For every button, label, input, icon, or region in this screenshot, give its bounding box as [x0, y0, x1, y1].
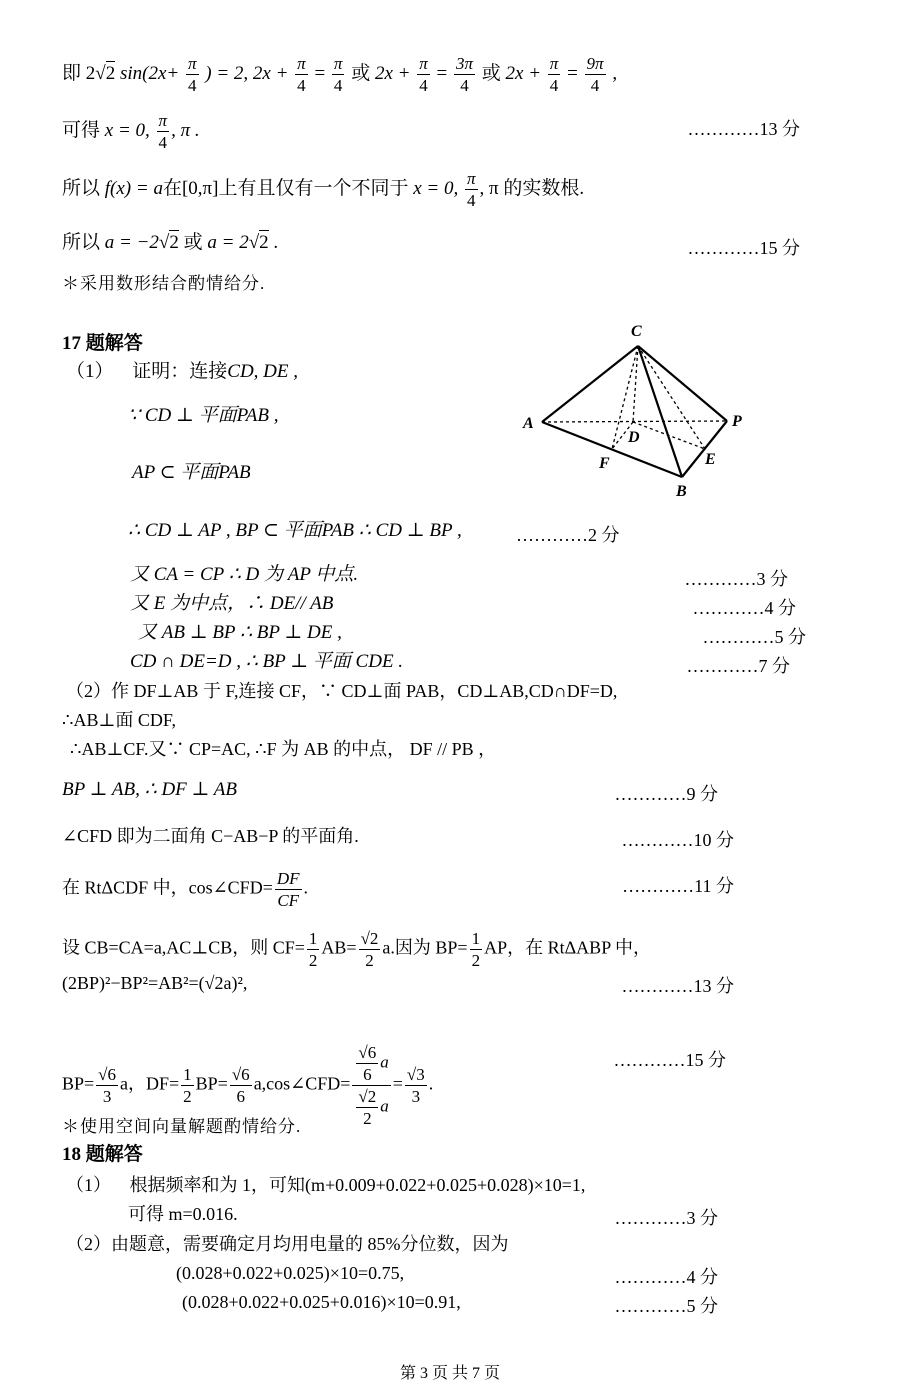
score-11: …………11 分	[622, 876, 734, 896]
text: a.因为 BP=	[382, 937, 468, 958]
page-footer: 第 3 页 共 7 页	[399, 1365, 500, 1382]
score-10: …………10 分	[621, 830, 734, 850]
fraction	[465, 170, 478, 209]
p17-line-13: ∠CFD 即为二面角 C−AB−P 的平面角.	[62, 826, 359, 846]
fraction	[356, 1044, 378, 1083]
numerator: 9π	[586, 54, 604, 73]
p17-line-12: BP ⊥ AB, ∴ DF ⊥ AB	[62, 779, 238, 800]
numerator: √6	[98, 1065, 117, 1084]
p18-title: 18 题解答	[62, 1144, 143, 1165]
expr: x = 0,	[104, 119, 150, 141]
punct: .	[268, 232, 279, 253]
p17-line-5: 又 CA = CP ∴ D 为 AP 中点.	[130, 564, 359, 585]
p17-line-2: ∵ CD ⊥ 平面PAB ,	[128, 405, 279, 426]
p17-line-16: (2BP)²−BP²=AB²=(√2a)²,	[62, 973, 248, 993]
denominator: 4	[590, 76, 600, 95]
expr: CD, DE ,	[227, 361, 299, 382]
text: 根据频率和为 1，可知(m+0.009+0.022+0.025+0.028)×10=1,	[129, 1175, 586, 1195]
text: 可得	[62, 119, 101, 141]
sqrt-icon: √	[95, 62, 106, 84]
score-3b: …………3 分	[614, 1208, 718, 1228]
numerator: √6	[358, 1043, 377, 1062]
label-B: B	[676, 483, 687, 500]
score-15: …………15 分	[687, 238, 800, 258]
numerator: π	[549, 54, 559, 73]
text: 所以	[62, 177, 101, 199]
fraction	[585, 55, 606, 94]
numerator	[352, 1044, 390, 1086]
p16-line-3	[62, 170, 584, 209]
p16-line-4	[62, 231, 278, 255]
denominator: 3	[411, 1087, 421, 1106]
numerator: √3	[406, 1065, 425, 1084]
expr: sin(2x+	[119, 62, 180, 84]
text: 即	[62, 62, 82, 84]
denominator: 6	[363, 1065, 372, 1084]
expr: a = 2	[207, 232, 249, 253]
eq: =	[314, 62, 330, 84]
numerator: √2	[358, 1087, 377, 1106]
fraction	[405, 1066, 427, 1105]
numerator: π	[333, 54, 343, 73]
numerator: √2	[360, 929, 379, 948]
var: a	[380, 1096, 389, 1116]
numerator: π	[419, 54, 428, 73]
numerator: 1	[183, 1065, 192, 1084]
p17-line-10: ∴AB⊥面 CDF,	[62, 710, 176, 730]
eq: =	[392, 1073, 403, 1094]
fraction	[157, 112, 170, 151]
text: a，DF=	[120, 1073, 180, 1094]
label-C: C	[631, 323, 642, 340]
text: 或	[481, 62, 501, 84]
expr: x = 0,	[413, 177, 459, 199]
text: 在 RtΔCDF 中，cos∠CFD=	[62, 877, 273, 898]
score-4: …………4 分	[692, 598, 796, 618]
p17-note: ＊使用空间向量解题酌情给分.	[62, 1117, 302, 1136]
denominator: 2	[471, 951, 481, 970]
fraction	[307, 930, 320, 969]
numerator: √6	[231, 1065, 250, 1084]
denominator: 4	[549, 76, 559, 95]
denominator: 4	[187, 76, 197, 95]
numerator: π	[466, 169, 476, 188]
text: 所以	[62, 232, 101, 253]
p17-line-7: 又 AB ⊥ BP ∴ BP ⊥ DE ,	[138, 622, 342, 643]
text: AP，在 RtΔABP 中，	[484, 937, 652, 958]
fraction	[470, 930, 483, 969]
p17-line-8: CD ∩ DE=D , ∴ BP ⊥ 平面 CDE .	[130, 651, 404, 672]
denominator: 4	[333, 76, 343, 95]
punct: .	[428, 1073, 434, 1094]
sqrt-icon: √	[158, 232, 170, 253]
score-5: …………5 分	[702, 627, 806, 647]
p16-line-1	[62, 55, 617, 94]
score-13: …………13 分	[687, 119, 800, 139]
text: , π 的实数根.	[479, 177, 585, 199]
fraction	[356, 1088, 378, 1127]
radicand: 2	[169, 232, 179, 253]
p17-line-6: 又 E 为中点，∴ DE// AB	[130, 593, 334, 614]
radicand: 2	[259, 232, 269, 253]
fraction	[332, 55, 345, 94]
text: 在[0,π]上有且仅有一个不同于	[162, 177, 409, 199]
score-9: …………9 分	[614, 784, 718, 804]
item-number: （1）	[66, 1175, 111, 1195]
denominator: 3	[102, 1087, 112, 1106]
p16-line-2	[62, 112, 200, 151]
score-13b: …………13 分	[621, 976, 734, 996]
denominator: 2	[365, 951, 374, 970]
fraction	[96, 1066, 118, 1105]
complex-fraction	[352, 1044, 390, 1127]
text: 或	[183, 232, 203, 253]
radicand: 2	[105, 62, 116, 84]
text: a,cos∠CFD=	[253, 1073, 351, 1094]
numerator: π	[297, 54, 306, 73]
label-P: P	[732, 413, 742, 430]
p17-line-4: ∴ CD ⊥ AP , BP ⊂ 平面PAB ∴ CD ⊥ BP ,	[128, 520, 462, 541]
denominator: 4	[158, 133, 168, 152]
denominator: 2	[183, 1087, 192, 1106]
p17-line-3: AP ⊂ 平面PAB	[132, 462, 251, 483]
text: AB=	[321, 937, 357, 958]
label-A: A	[523, 415, 534, 432]
expr: a = −2	[104, 232, 159, 253]
expr: ) = 2, 2x +	[205, 62, 289, 84]
eq: =	[436, 62, 452, 84]
denominator: 2	[363, 1109, 372, 1128]
fraction	[181, 1066, 194, 1105]
p17-line-9: （2）作 DF⊥AB 于 F,连接 CF，∵ CD⊥面 PAB，CD⊥AB,CD∩DF=D,	[66, 681, 618, 701]
score-2: …………2 分	[516, 525, 620, 545]
punct: .	[303, 877, 309, 898]
p18-line-2: 可得 m=0.016.	[128, 1204, 238, 1224]
pyramid-figure	[515, 318, 755, 503]
expr: 2x +	[374, 62, 411, 84]
numerator: 1	[471, 929, 481, 948]
label-F: F	[599, 455, 610, 472]
fraction	[417, 55, 430, 94]
text: 证明：连接	[132, 361, 228, 382]
p17-line-1	[66, 360, 298, 384]
fraction	[454, 55, 475, 94]
numerator: π	[187, 54, 197, 73]
numerator: DF	[276, 869, 300, 888]
p18-line-1	[66, 1173, 585, 1197]
expr: 2x +	[505, 62, 542, 84]
p17-title: 17 题解答	[62, 333, 143, 354]
var: a	[380, 1052, 389, 1072]
denominator: 4	[460, 76, 469, 95]
p18-line-5: (0.028+0.022+0.025+0.016)×10=0.91,	[182, 1292, 461, 1312]
denominator: 6	[236, 1087, 246, 1106]
denominator	[352, 1086, 390, 1127]
numerator: 3π	[455, 54, 473, 73]
text: 或	[351, 62, 371, 84]
coef: 2	[85, 62, 96, 84]
fraction	[275, 870, 302, 909]
text: BP=	[195, 1073, 228, 1094]
denominator: 4	[297, 76, 306, 95]
fraction	[295, 55, 308, 94]
p18-line-4: (0.028+0.022+0.025)×10=0.75,	[176, 1263, 405, 1283]
expr: , π .	[171, 119, 200, 141]
denominator: CF	[277, 891, 300, 910]
fraction	[230, 1066, 252, 1105]
p17-line-14	[62, 870, 308, 909]
p18-line-3: （2）由题意，需要确定月均用电量的 85%分位数，因为	[66, 1234, 509, 1254]
score-5b: …………5 分	[614, 1296, 718, 1316]
denominator: 4	[466, 191, 476, 210]
text: 设 CB=CA=a,AC⊥CB，则 CF=	[62, 937, 305, 958]
p17-line-11: ∴AB⊥CF.又∵ CP=AC, ∴F 为 AB 的中点， DF // PB ，	[70, 739, 497, 759]
denominator: 4	[419, 76, 428, 95]
label-E: E	[705, 451, 716, 468]
expr: f(x) = a	[104, 177, 163, 199]
fraction	[359, 930, 381, 969]
score-3: …………3 分	[684, 569, 788, 589]
p16-note: ＊采用数形结合酌情给分.	[62, 274, 266, 293]
text: BP=	[62, 1073, 95, 1094]
score-15b: …………15 分	[613, 1050, 726, 1070]
score-7: …………7 分	[686, 656, 790, 676]
punct: ,	[612, 62, 618, 84]
numerator: π	[158, 111, 168, 130]
fraction	[186, 55, 199, 94]
fraction	[548, 55, 561, 94]
item-number: （1）	[66, 361, 114, 382]
label-D: D	[628, 429, 640, 446]
score-4b: …………4 分	[614, 1267, 718, 1287]
eq: =	[567, 62, 583, 84]
denominator: 2	[308, 951, 318, 970]
sqrt-icon: √	[248, 232, 260, 253]
p17-line-15	[62, 930, 651, 969]
numerator: 1	[308, 929, 318, 948]
